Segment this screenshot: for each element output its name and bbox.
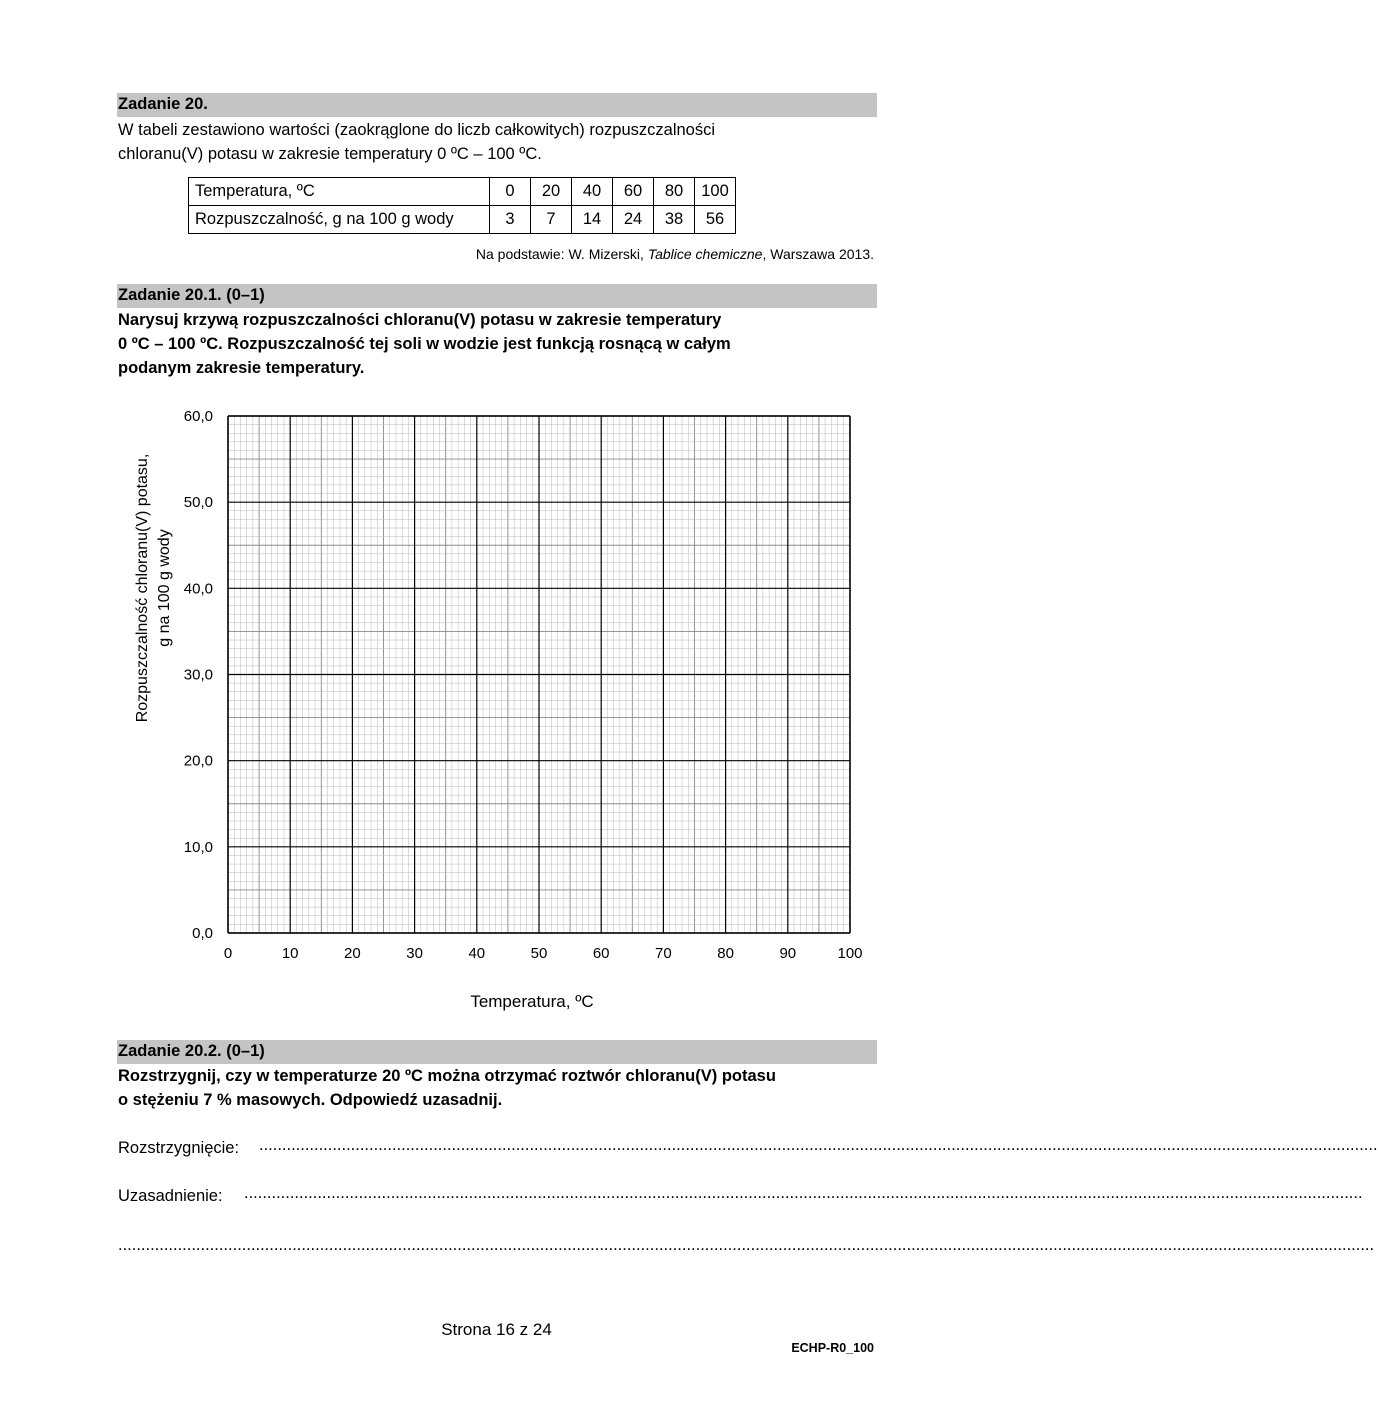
x-tick-label: 50 [530, 945, 548, 962]
table-cell: 24 [613, 206, 654, 234]
answer-line-justification-1[interactable]: .................................................................................................................................................................................................................................................... [244, 1184, 1363, 1202]
x-tick-label: 0 [223, 945, 233, 962]
table-cell: 3 [490, 206, 531, 234]
table-cell: 80 [654, 178, 695, 206]
table-cell: 100 [695, 178, 736, 206]
task20-intro-line2: chloranu(V) potasu w zakresie temperatury 0 ºC – 100 ºC. [118, 145, 542, 163]
x-tick-label: 20 [344, 945, 361, 962]
task20-2-heading: Zadanie 20.2. (0–1) [118, 1042, 265, 1060]
task20-1-line1: Narysuj krzywą rozpuszczalności chloranu(V) potasu w zakresie temperatury [118, 311, 722, 329]
task20-1-line3: podanym zakresie temperatury. [118, 359, 365, 377]
y-tick-label: 40,0 [183, 580, 213, 598]
x-tick-label: 70 [655, 945, 672, 962]
y-tick-label: 0,0 [192, 925, 213, 942]
task20-2-line2: o stężeniu 7 % masowych. Odpowiedź uzasadnij. [118, 1091, 503, 1109]
x-tick-label: 90 [779, 945, 797, 962]
x-tick-label: 40 [468, 945, 486, 962]
y-tick-label: 10,0 [183, 838, 213, 856]
task20-1-heading: Zadanie 20.1. (0–1) [118, 286, 265, 304]
y-axis-label-line2: g na 100 g wody [156, 529, 173, 647]
answer-label-justification: Uzasadnienie: [118, 1187, 223, 1205]
table-row-label-solubility: Rozpuszczalność, g na 100 g wody [189, 206, 490, 234]
answer-line-justification-2[interactable]: .................................................................................................................................................................................................................................................................................. [118, 1236, 1375, 1254]
y-tick-label: 30,0 [183, 666, 213, 684]
table-cell: 56 [695, 206, 736, 234]
table-cell: 14 [572, 206, 613, 234]
table-cell: 20 [531, 178, 572, 206]
task20-1-line2: 0 ºC – 100 ºC. Rozpuszczalność tej soli w wodzie jest funkcją rosnącą w całym [118, 335, 731, 353]
x-tick-label: 30 [406, 945, 423, 962]
y-axis-label [132, 408, 176, 768]
table-cell: 38 [654, 206, 695, 234]
x-tick-label: 100 [837, 945, 863, 962]
task20-heading: Zadanie 20. [118, 95, 208, 113]
task20-2-line1: Rozstrzygnij, czy w temperaturze 20 ºC można otrzymać roztwór chloranu(V) potasu [118, 1067, 776, 1085]
answer-label-decision: Rozstrzygnięcie: [118, 1139, 240, 1157]
task20-2-heading-bar [117, 1040, 877, 1064]
page-number: Strona 16 z 24 [441, 1320, 552, 1339]
source-suffix: , Warszawa 2013. [762, 246, 874, 262]
table-cell: 7 [531, 206, 572, 234]
x-tick-label: 60 [592, 945, 610, 962]
source-prefix: Na podstawie: W. Mizerski, [475, 246, 648, 262]
y-tick-label: 60,0 [183, 408, 213, 425]
table-cell: 0 [490, 178, 531, 206]
x-tick-label: 80 [717, 945, 734, 962]
exam-code: ECHP-R0_100 [791, 1341, 874, 1355]
answer-line-decision[interactable]: .................................................................................................................................................................................................................................................... [259, 1136, 1378, 1154]
table-row-label-temperature: Temperatura, ºC [189, 178, 490, 206]
table-cell: 40 [572, 178, 613, 206]
x-tick-label: 10 [281, 945, 299, 962]
y-tick-label: 50,0 [183, 494, 213, 512]
table-cell: 60 [613, 178, 654, 206]
x-axis-label: Temperatura, ºC [470, 992, 594, 1011]
task20-intro-line1: W tabeli zestawiono wartości (zaokrąglone do liczb całkowitych) rozpuszczalności [118, 121, 715, 139]
y-axis-label-line1: Rozpuszczalność chloranu(V) potasu, [134, 453, 151, 723]
source-title: Tablice chemiczne [647, 246, 763, 262]
y-tick-label: 20,0 [183, 752, 213, 770]
